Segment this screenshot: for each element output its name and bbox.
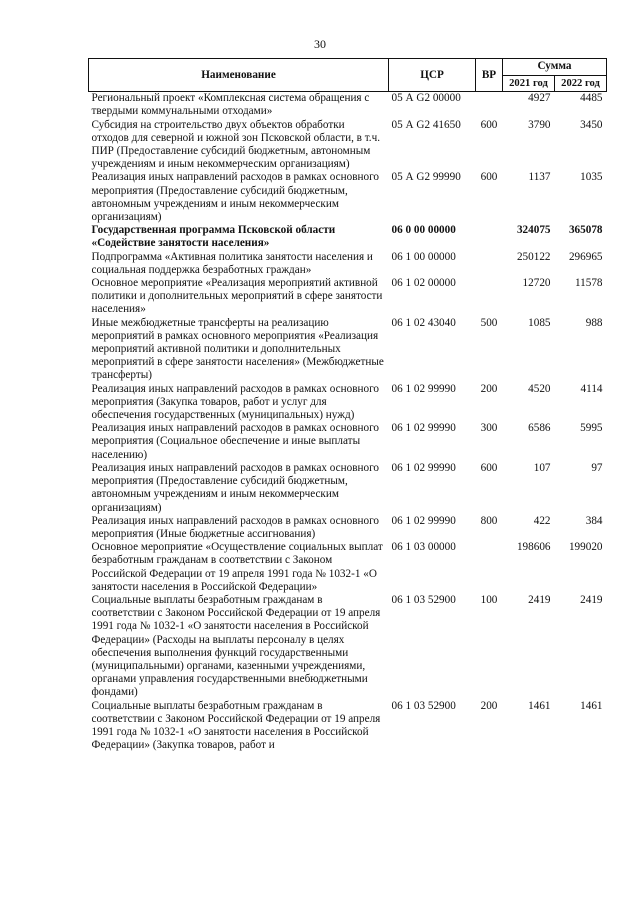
row-vr — [476, 541, 503, 594]
header-sum: Сумма — [503, 59, 607, 76]
row-vr: 500 — [480, 316, 498, 329]
row-sum-2021: 12720 — [522, 277, 551, 290]
row-sum-2022: 2419 — [580, 593, 603, 606]
row-csr: 06 1 03 52900 — [391, 593, 456, 606]
row-sum-2021: 107 — [533, 461, 551, 474]
row-sum-2022: 365078 — [568, 224, 603, 237]
row-sum-2021: 2419 — [528, 593, 551, 606]
row-sum-2021: 198606 — [516, 541, 551, 554]
table-row — [89, 383, 607, 423]
row-sum-2022: 384 — [585, 514, 603, 527]
row-name: Основное мероприятие «Осуществление социальных выплат безработным гражданам в соответствии с Законом Российской Федерации от 19 апреля 1991 года № 1032-1 «О занятости населения в Российской Федерации» — [91, 541, 383, 593]
row-sum-2022: 3450 — [580, 118, 603, 131]
row-vr: 300 — [480, 422, 498, 435]
row-vr: 600 — [480, 461, 498, 474]
row-sum-2022: 4114 — [580, 382, 603, 395]
row-vr: 200 — [480, 699, 498, 712]
row-sum-2021: 250122 — [516, 250, 551, 263]
row-sum-2022: 296965 — [568, 250, 603, 263]
row-sum-2021: 6586 — [528, 422, 551, 435]
row-vr — [476, 251, 503, 277]
row-name: Иные межбюджетные трансферты на реализацию мероприятий в рамках основного мероприятия «Реализация мероприятий активной политики и дополнительных мероприятий в сфере занятости населения» (Межбюджетные трансферты) — [91, 316, 384, 382]
row-vr: 200 — [480, 382, 498, 395]
row-csr: 05 А G2 41650 — [391, 118, 461, 131]
row-sum-2021: 1137 — [528, 171, 551, 184]
header-csr: ЦСР — [389, 59, 476, 92]
row-sum-2022: 199020 — [568, 541, 603, 554]
table-header — [89, 59, 607, 92]
header-name: Наименование — [89, 59, 389, 92]
row-sum-2021: 4927 — [528, 92, 551, 105]
row-vr: 600 — [480, 171, 498, 184]
row-name: Реализация иных направлений расходов в рамках основного мероприятия (Предоставление субсидий бюджетным, автономным учреждениям и иным некоммерческим организациям) — [91, 171, 379, 224]
row-name: Подпрограмма «Активная политика занятости населения и социальная поддержка безработных граждан» — [91, 250, 373, 276]
row-name: Субсидия на строительство двух объектов обработки отходов для северной и южной зон Псковской области, в т.ч. ПИР (Предоставление субсидий бюджетным, автономным учреждениям и иным некоммерческим организациям) — [91, 118, 381, 171]
row-sum-2021: 1461 — [528, 699, 551, 712]
row-csr: 06 1 02 99990 — [391, 422, 456, 435]
row-name: Реализация иных направлений расходов в рамках основного мероприятия (Иные бюджетные ассигнования) — [91, 514, 379, 540]
table-row — [89, 277, 607, 317]
header-vr: ВР — [476, 59, 503, 92]
row-csr: 06 1 00 00000 — [391, 250, 456, 263]
row-name: Государственная программа Псковской области «Содействие занятости населения» — [91, 224, 336, 250]
table-row — [89, 171, 607, 224]
row-name: Социальные выплаты безработным гражданам в соответствии с Законом Российской Федерации от 19 апреля 1991 года № 1032-1 «О занятости населения в Российской Федерации» (Закупка товаров, работ и — [91, 699, 381, 752]
row-vr — [476, 224, 503, 250]
row-sum-2022: 4485 — [580, 92, 603, 105]
table-body — [89, 92, 607, 753]
row-name: Основное мероприятие «Реализация мероприятий активной политики и дополнительных мероприятий в сфере занятости населения» — [91, 277, 383, 316]
table-row — [89, 317, 607, 383]
row-sum-2022: 1035 — [580, 171, 603, 184]
row-csr: 06 0 00 00000 — [391, 224, 456, 237]
row-csr: 06 1 02 99990 — [391, 514, 456, 527]
row-csr: 06 1 02 99990 — [391, 382, 456, 395]
header-year-2021: 2021 год — [503, 76, 555, 92]
table-row — [89, 92, 607, 119]
table-row — [89, 119, 607, 172]
row-name: Региональный проект «Комплексная система обращения с твердыми коммунальными отходами» — [91, 92, 370, 118]
row-name: Реализация иных направлений расходов в рамках основного мероприятия (Социальное обеспечение и иные выплаты населению) — [91, 422, 379, 461]
row-sum-2022: 11578 — [574, 277, 603, 290]
table-row — [89, 422, 607, 462]
row-sum-2021: 1085 — [528, 316, 551, 329]
table-row — [89, 700, 607, 753]
table-row — [89, 594, 607, 700]
row-csr: 05 А G2 99990 — [391, 171, 461, 184]
row-vr: 100 — [480, 593, 498, 606]
row-sum-2021: 422 — [533, 514, 551, 527]
row-vr: 800 — [480, 514, 498, 527]
row-name: Реализация иных направлений расходов в рамках основного мероприятия (Предоставление субсидий бюджетным, автономным учреждениям и иным некоммерческим организациям) — [91, 461, 379, 514]
row-csr: 06 1 02 43040 — [391, 316, 456, 329]
row-vr — [476, 92, 503, 119]
row-csr: 06 1 03 52900 — [391, 699, 456, 712]
table-row — [89, 515, 607, 541]
row-csr: 06 1 02 99990 — [391, 461, 456, 474]
row-csr: 06 1 02 00000 — [391, 277, 456, 290]
budget-table — [88, 58, 607, 752]
table-row — [89, 251, 607, 277]
row-sum-2021: 324075 — [516, 224, 551, 237]
row-sum-2022: 5995 — [580, 422, 603, 435]
table-row — [89, 462, 607, 515]
row-sum-2022: 988 — [585, 316, 603, 329]
row-sum-2022: 97 — [591, 461, 603, 474]
row-name: Реализация иных направлений расходов в рамках основного мероприятия (Закупка товаров, работ и услуг для обеспечения государственных (муниципальных) нужд) — [91, 382, 379, 422]
header-year-2022: 2022 год — [555, 76, 607, 92]
row-name: Социальные выплаты безработным гражданам в соответствии с Законом Российской Федерации от 19 апреля 1991 года № 1032-1 «О занятости населения в Российской Федерации» (Расходы на выплаты персоналу в целях обеспечения выполнения функций государственными (муниципальными) органами, казенными учреждениями, органами управления государственными внебюджетными фондами) — [91, 593, 381, 699]
table-row — [89, 224, 607, 250]
row-sum-2022: 1461 — [580, 699, 603, 712]
page-number: 30 — [314, 37, 326, 51]
table-row — [89, 541, 607, 594]
row-sum-2021: 4520 — [528, 382, 551, 395]
row-sum-2021: 3790 — [528, 118, 551, 131]
row-csr: 05 А G2 00000 — [391, 92, 461, 105]
row-csr: 06 1 03 00000 — [391, 541, 456, 554]
row-vr: 600 — [480, 118, 498, 131]
row-vr — [476, 277, 503, 317]
